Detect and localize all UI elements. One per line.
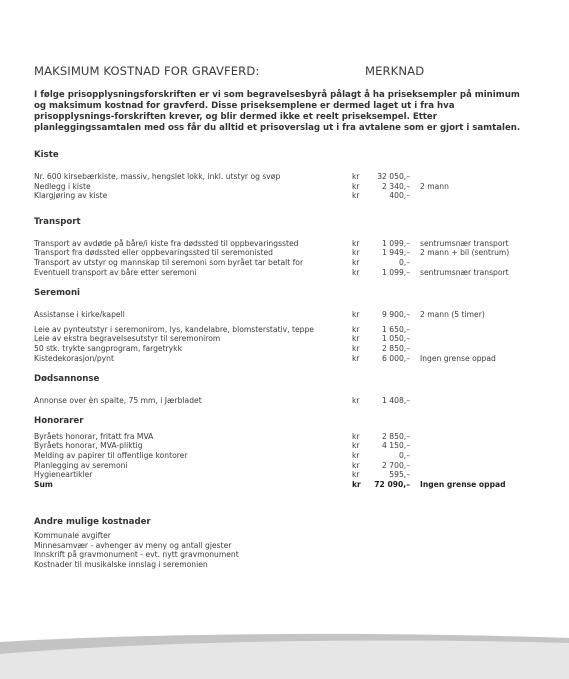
item-description: Nr. 600 kirsebærkiste, massiv, hengslet lokk, inkl. utstyr og svøp — [34, 172, 281, 181]
item-description: Transport av avdøde på båre/i kiste fra dødssted til oppbevaringssted — [34, 238, 299, 248]
item-amount: 1 408,– — [382, 396, 410, 406]
currency-label: kr — [352, 470, 360, 480]
line-item — [34, 344, 534, 354]
line-item — [34, 461, 534, 471]
section-title-seremoni: Seremoni — [34, 288, 81, 299]
line-item — [34, 451, 534, 461]
currency-label: kr — [352, 267, 360, 277]
line-item — [34, 396, 534, 406]
item-amount: 595,– — [389, 470, 410, 480]
item-description: 50 stk. trykte sangprogram, fargetrykk — [34, 343, 182, 353]
item-amount: 2 700,– — [382, 460, 410, 470]
currency-label: kr — [352, 479, 361, 489]
line-item — [34, 248, 534, 258]
price-list — [34, 150, 534, 570]
intro-paragraph: I følge prisopplysningsforskriften er vi som begravelsesbyrå pålagt å ha priseksempler på minimum og maksimum kostnad for gravferd. Disse priseksemplene er dermed laget ut i fra hva prisopplysnings-forskriften krever, og blir dermed ikke et reelt priseksempel. Etter planleggingssamtalen med oss får du alltid et prisoverslag ut i fra avtalene som er gjort i samtalen. — [34, 90, 521, 133]
item-amount: 0,– — [398, 257, 410, 267]
item-description: Byråets honorar, fritatt fra MVA — [34, 431, 154, 441]
item-description: Klargjøring av kiste — [34, 191, 108, 201]
currency-label: kr — [352, 324, 360, 334]
other-costs-title: Andre mulige kostnader — [34, 517, 151, 528]
item-amount: 0,– — [398, 450, 410, 460]
item-note: sentrumsnær transport — [420, 238, 509, 248]
section-title-dodsannonse: Dødsannonse — [34, 374, 100, 385]
currency-label: kr — [352, 396, 360, 406]
currency-label: kr — [352, 191, 360, 201]
line-item — [34, 172, 534, 182]
notes-column-title: MERKNAD — [365, 64, 425, 78]
line-item — [34, 239, 534, 249]
section-title-kiste: Kiste — [34, 150, 59, 160]
line-item — [34, 334, 534, 344]
sum-row — [34, 480, 534, 490]
currency-label: kr — [352, 334, 360, 344]
sum-amount: 72 090,– — [374, 479, 410, 489]
item-amount: 400,– — [389, 191, 410, 201]
line-item — [34, 310, 534, 320]
section-title-transport: Transport — [34, 216, 81, 227]
item-description: Transport fra dødssted eller oppbevaringssted til seremonisted — [34, 248, 273, 258]
item-description: Leie av ekstra begravelsesutstyr til seremonirom — [34, 334, 221, 344]
item-amount: 2 850,– — [382, 431, 410, 441]
item-note: 2 mann — [420, 181, 449, 191]
item-description: Hygieneartikler — [34, 470, 93, 480]
item-note: 2 mann (5 timer) — [420, 310, 485, 320]
decorative-swoosh — [0, 630, 569, 679]
item-amount: 1 099,– — [382, 238, 410, 248]
item-description: Planlegging av seremoni — [34, 460, 128, 470]
sum-label: Sum — [34, 479, 53, 489]
currency-label: kr — [352, 257, 360, 267]
item-description: Byråets honorar, MVA-pliktig — [34, 441, 143, 451]
currency-label: kr — [352, 238, 360, 248]
item-description: Leie av pynteutstyr i seremonirom, lys, kandelabre, blomsterstativ, teppe — [34, 324, 314, 334]
page-title: MAKSIMUM KOSTNAD FOR GRAVFERD: — [34, 64, 260, 78]
item-description: Assistanse i kirke/kapell — [34, 310, 125, 320]
item-amount: 1 099,– — [382, 267, 410, 277]
line-item — [34, 191, 534, 201]
item-amount: 1 050,– — [382, 334, 410, 344]
item-amount: 9 900,– — [382, 310, 410, 320]
item-description: Nedlegg i kiste — [34, 181, 91, 191]
item-amount: 1 949,– — [382, 248, 410, 258]
item-description: Eventuell transport av båre etter seremoni — [34, 267, 197, 277]
currency-label: kr — [352, 353, 360, 363]
currency-label: kr — [352, 248, 360, 258]
item-amount: 2 340,– — [382, 181, 410, 191]
item-description: Annonse over èn spalte, 75 mm, i Jærbladet — [34, 396, 202, 406]
section-title-honorarer: Honorarer — [34, 415, 84, 426]
line-item — [34, 325, 534, 335]
currency-label: kr — [352, 441, 360, 451]
line-item — [34, 182, 534, 192]
item-note: 2 mann + bil (sentrum) — [420, 248, 510, 258]
item-amount: 4 150,– — [382, 441, 410, 451]
currency-label: kr — [352, 310, 360, 320]
other-cost-item: Kommunale avgifter — [34, 531, 111, 541]
sum-note: Ingen grense oppad — [420, 479, 506, 489]
line-item — [34, 258, 534, 268]
item-note: Ingen grense oppad — [420, 353, 496, 363]
line-item — [34, 441, 534, 451]
currency-label: kr — [352, 431, 360, 441]
item-amount: 32 050,– — [377, 172, 410, 181]
item-amount: 1 650,– — [382, 324, 410, 334]
other-cost-item: Innskrift på gravmonument - evt. nytt gravmonument — [34, 550, 239, 560]
currency-label: kr — [352, 172, 360, 181]
currency-label: kr — [352, 450, 360, 460]
other-cost-item: Minnesamvær - avhenger av meny og antall gjester — [34, 540, 232, 550]
currency-label: kr — [352, 343, 360, 353]
item-amount: 2 850,– — [382, 343, 410, 353]
line-item — [34, 354, 534, 364]
currency-label: kr — [352, 460, 360, 470]
other-cost-item: Kostnader til musikalske innslag i seremonien — [34, 560, 208, 570]
item-note: sentrumsnær transport — [420, 267, 509, 277]
item-description: Kistedekorasjon/pynt — [34, 353, 114, 363]
line-item — [34, 470, 534, 480]
heading-row — [34, 64, 549, 82]
item-description: Transport av utstyr og mannskap til seremoni som byrået tar betalt for — [34, 257, 304, 267]
line-item — [34, 268, 534, 278]
item-description: Melding av papirer til offentlige kontorer — [34, 450, 188, 460]
currency-label: kr — [352, 181, 360, 191]
line-item — [34, 432, 534, 442]
item-amount: 6 000,– — [382, 353, 410, 363]
